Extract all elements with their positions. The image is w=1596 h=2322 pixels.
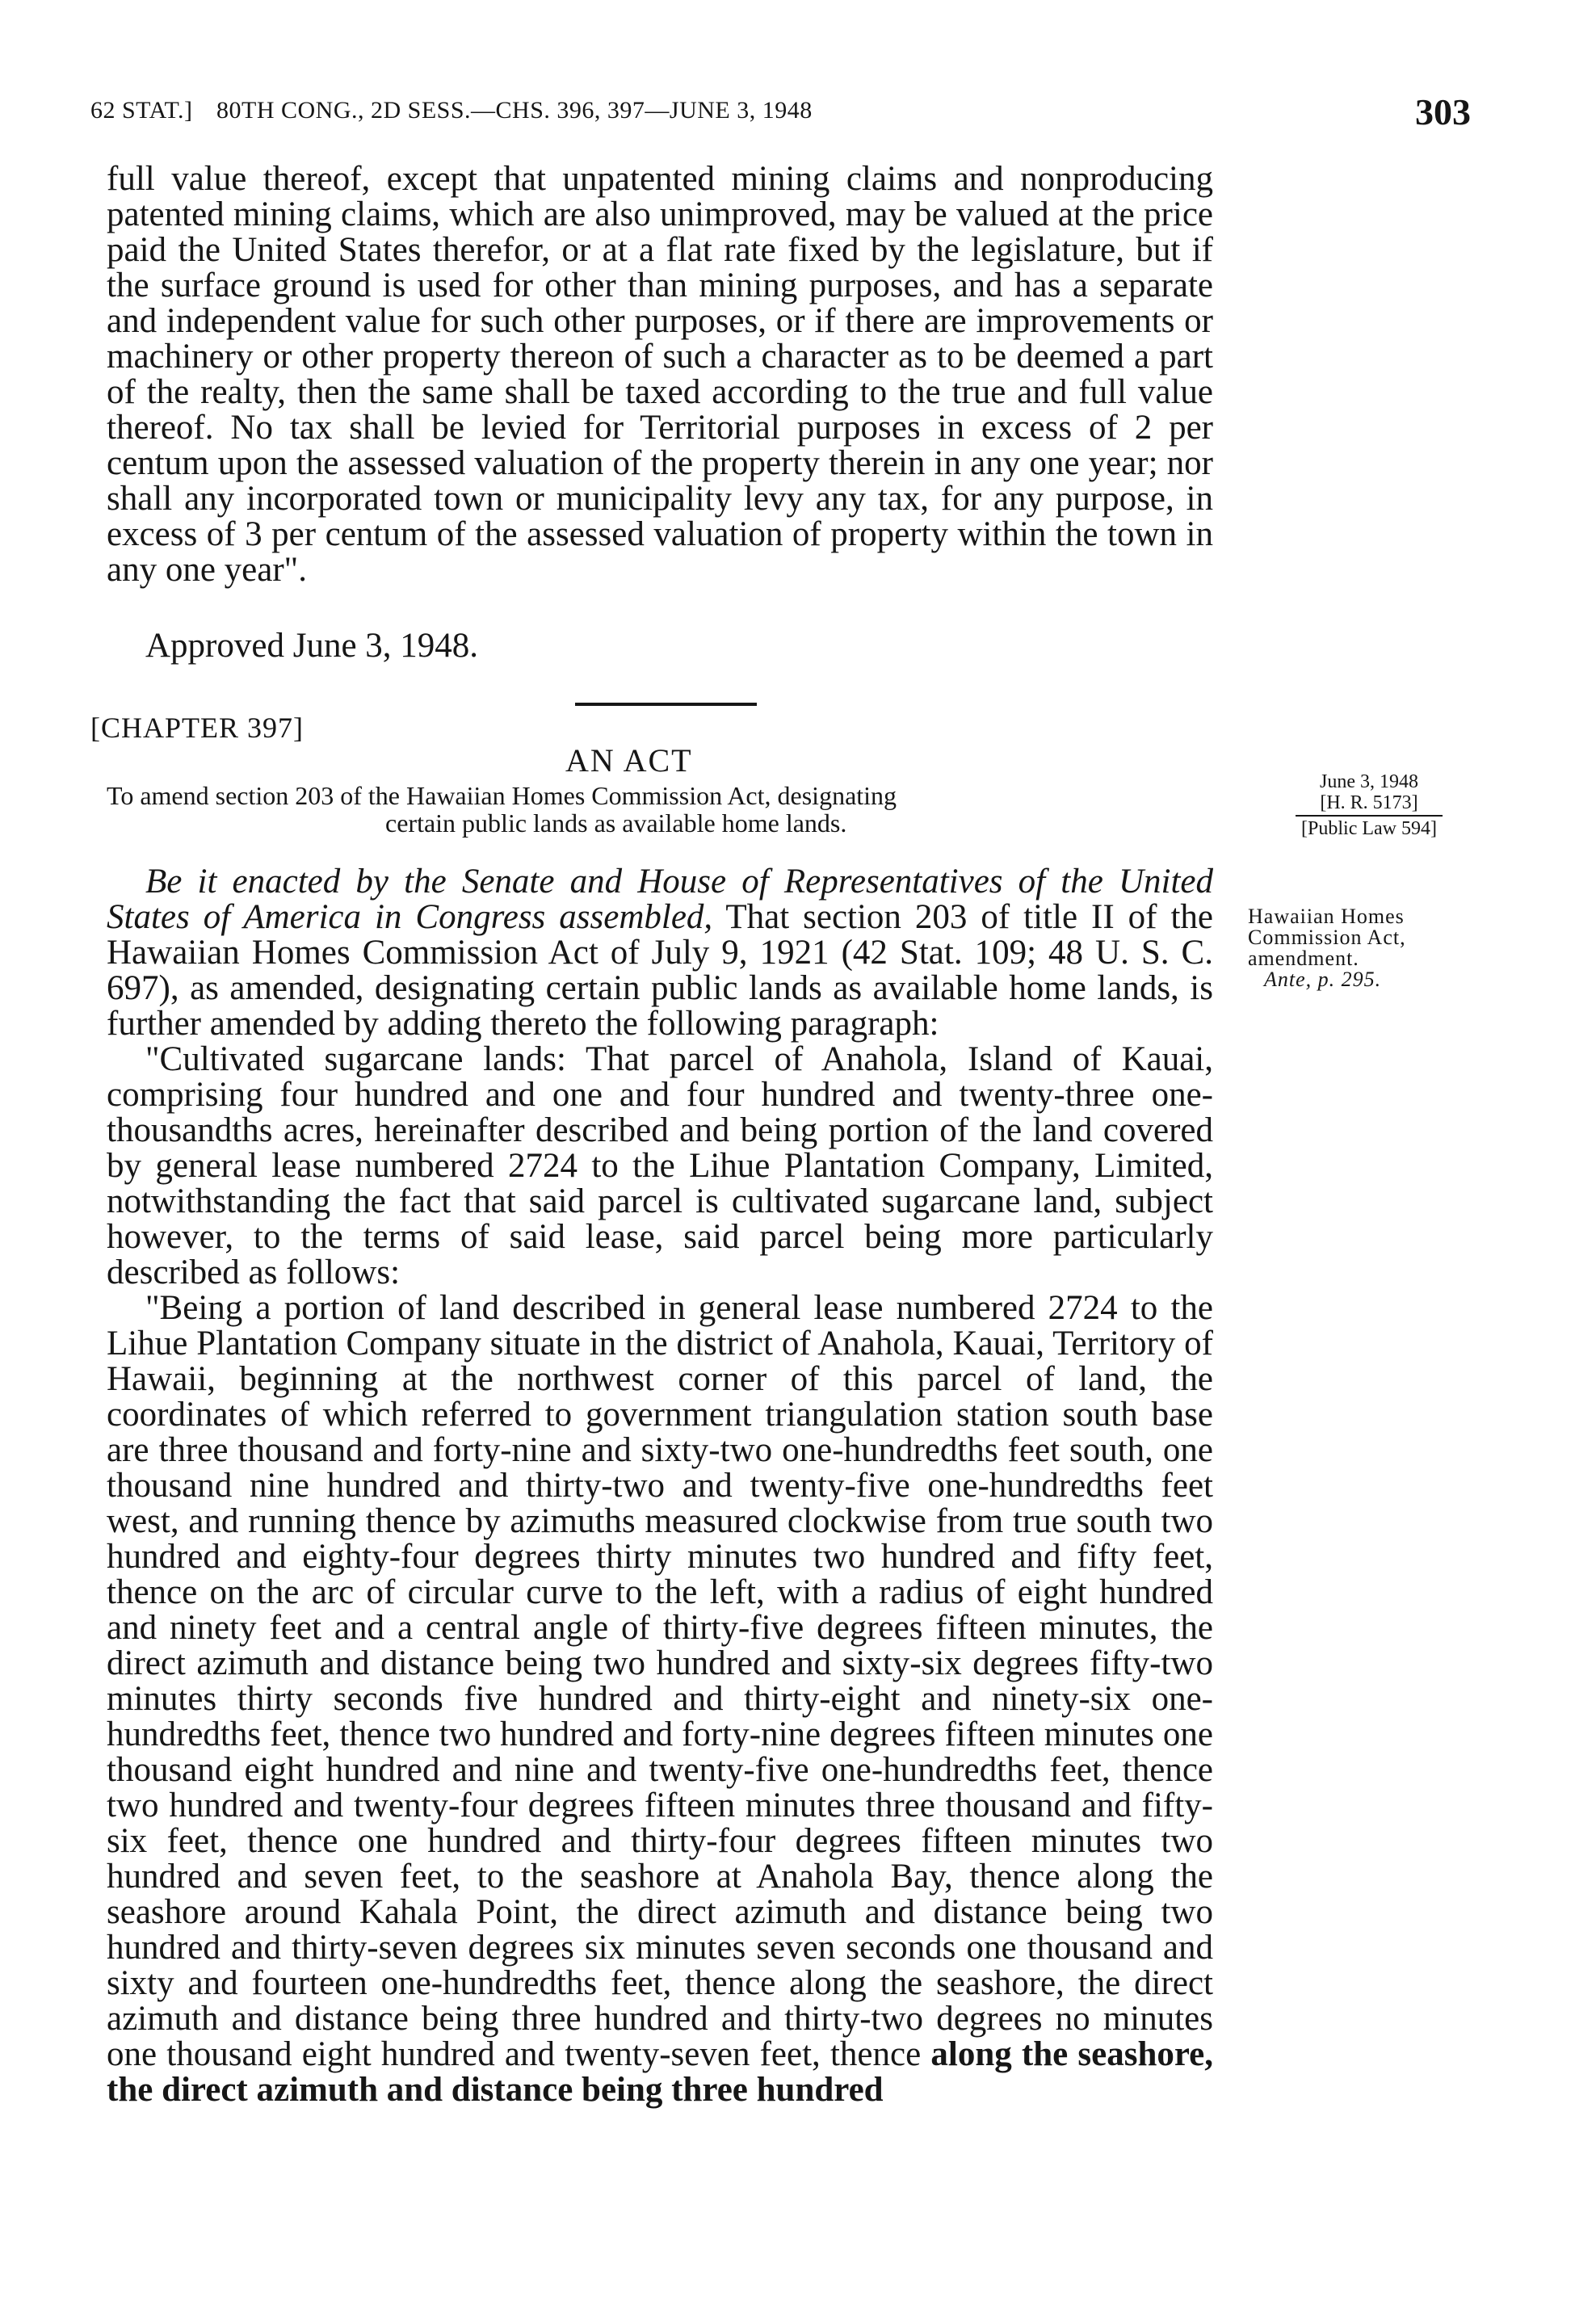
page-number: 303 <box>1415 91 1471 132</box>
margin-date: June 3, 1948 <box>1320 771 1418 792</box>
section-divider <box>575 703 757 706</box>
chapter-heading: [CHAPTER 397] <box>90 712 304 744</box>
cultivated-lands-paragraph: "Cultivated sugarcane lands: That parcel of Anahola, Island of Kauai, comprising four hundred and one and four hundred and twenty-three one-thousandths acres, hereinafter described and being portion of the land covered by general lease numbered 2724 to the Lihue Plantation Company, Limited, notwithstanding the fact that said parcel is cultivated sugarcane land, subject however, to the terms of said lease, said parcel being more particularly described as follows: <box>107 1040 1213 1291</box>
margin-cross-reference: Ante, p. 295. <box>1264 968 1382 991</box>
margin-bill-number: [H. R. 5173] <box>1296 792 1442 817</box>
act-body <box>107 864 1213 2108</box>
act-purpose <box>107 782 1213 837</box>
enacting-paragraph <box>107 864 1213 1042</box>
land-description-text: "Being a portion of land described in general lease numbered 2724 to the Lihue Plantation Company situate in the district of Anahola, Kauai, Territory of Hawaii, beginning at the northwest corner of this parcel of land, the coordinates of which referred to government triangulation station south base are three thousand and forty-nine and sixty-two one-hundredths feet south, one thousand nine hundred and thirty-two and twenty-five one-hundredths feet west, and running thence by azimuths measured clockwise from true south two hundred and eighty-four degrees thirty minutes two hundred and fifty feet, thence on the arc of circular curve to the left, with a radius of eight hundred and ninety feet and a central angle of thirty-five degrees fifteen minutes, the direct azimuth and distance being two hundred and sixty-six degrees fifty-two minutes thirty seconds five hundred and thirty-eight and ninety-six one-hundredths feet, thence two hundred and forty-nine degrees fifteen minutes one thousand eight hundred and nine and twenty-five one-hundredths feet, thence two hundred and twenty-four degrees fifteen minutes three thousand and fifty-six feet, thence one hundred and thirty-four degrees fifteen minutes two hundred and seven feet, to the seashore at Anahola Bay, thence along the seashore around Kahala Point, the direct azimuth and distance being two hundred and thirty-seven degrees six minutes seven seconds one thousand and sixty and fourteen one-hundredths feet, thence along the seashore, the direct azimuth and distance being three hundred and thirty-two degrees no minutes one thousand eight hundred and twenty-seven feet, thence <box>107 1289 1213 2073</box>
margin-note-enactment <box>1236 771 1502 839</box>
continued-paragraph: full value thereof, except that unpatented mining claims and nonproducing patented mining claims, which are also unimproved, may be valued at the price paid the United States therefor, or at a flat rate fixed by the legislature, but if the surface ground is used for other than mining purposes, and has a separate and independent value for such other purposes, or if there are improvements or machinery or other property thereon of such a character as to be deemed a part of the realty, then the same shall be taxed according to the true and full value thereof. No tax shall be levied for Territorial purposes in excess of 2 per centum upon the assessed valuation of the property therein in any one year; nor shall any incorporated town or municipality levy any tax, for any purpose, in excess of 3 per centum of the assessed valuation of property within the town in any one year". <box>107 160 1213 589</box>
margin-topic-line-3: amendment. <box>1248 947 1359 970</box>
approval-line: Approved June 3, 1948. <box>145 627 479 665</box>
margin-public-law: [Public Law 594] <box>1301 818 1437 839</box>
enacting-clause: Be it enacted by the Senate and House of Representatives of the United States of America in Congress assembled, <box>107 863 1213 936</box>
land-description-paragraph <box>107 1291 1213 2108</box>
running-head <box>90 97 1221 124</box>
purpose-line-1: To amend section 203 of the Hawaiian Homes Commission Act, designating <box>107 781 897 810</box>
land-description-tail: along the seashore, the direct azimuth and distance being three hundred <box>107 2035 1214 2109</box>
margin-topic-line-1: Hawaiian Homes <box>1248 905 1405 928</box>
purpose-line-2: certain public lands as available home lands. <box>385 808 847 838</box>
enacting-text: That section 203 of title II of the Hawaiian Homes Commission Act of July 9, 1921 (42 Stat. 109; 48 U. S. C. 697), as amended, designating certain public lands as available home lands, is further amended by adding thereto the following paragraph: <box>107 898 1213 1043</box>
continued-section-text <box>107 162 1213 588</box>
statute-volume: 62 STAT.] <box>90 97 193 124</box>
act-heading: AN ACT <box>565 742 693 779</box>
margin-note-topic <box>1248 906 1514 990</box>
margin-topic-line-2: Commission Act, <box>1248 926 1406 949</box>
session-chapter-date: 80TH CONG., 2D SESS.—CHS. 396, 397—JUNE 3, 1948 <box>216 97 813 124</box>
